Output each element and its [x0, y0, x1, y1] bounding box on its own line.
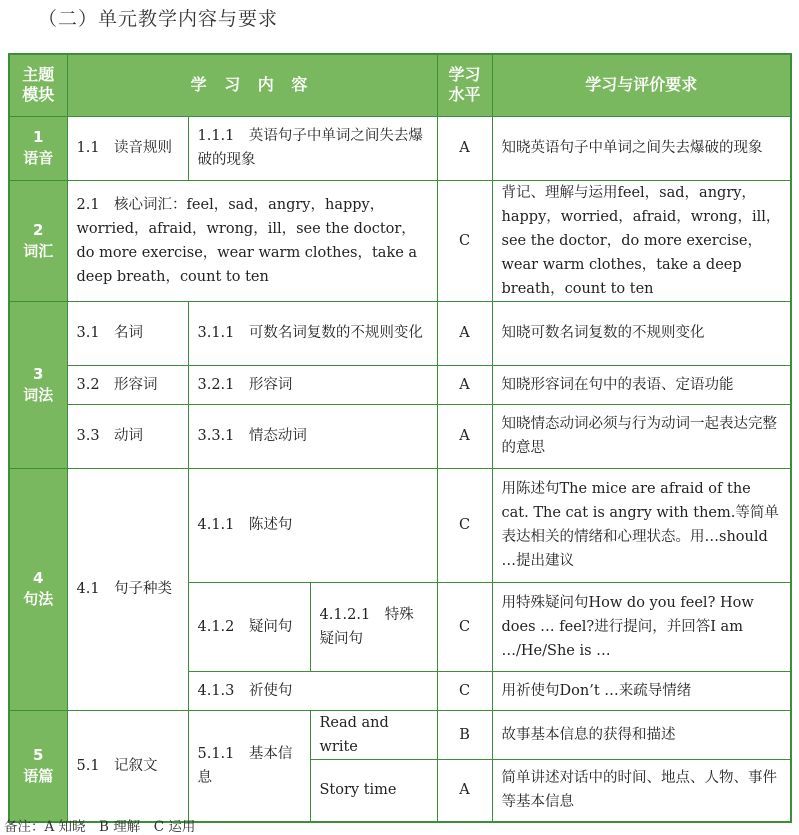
requirement-cell: 背记、理解与运用feel，sad，angry，happy，worried，afraid，wrong，ill，see the doctor，do more exercise，wear warm clothes，take a deep breath，count to ten — [492, 180, 791, 301]
table-row — [9, 180, 791, 301]
content-cell: Read and write — [310, 710, 437, 759]
content-cell: 2.1 核心词汇：feel，sad，angry，happy，worried，afraid，wrong，ill，see the doctor，do more exercise，wear warm clothes，take a deep breath，count to ten — [67, 180, 437, 301]
module-vocabulary: 2 词汇 — [9, 180, 67, 301]
level-cell: A — [437, 404, 492, 468]
table-row — [9, 468, 791, 582]
table-row — [9, 710, 791, 759]
requirement-cell: 知晓形容词在句中的表语、定语功能 — [492, 365, 791, 404]
level-cell: C — [437, 468, 492, 582]
table-row — [9, 404, 791, 468]
content-cell: 4.1.3 祈使句 — [188, 671, 437, 710]
content-cell: 1.1 读音规则 — [67, 116, 188, 180]
requirement-cell: 用祈使句Don’t …来疏导情绪 — [492, 671, 791, 710]
header-requirement: 学习与评价要求 — [492, 54, 791, 116]
header-module: 主题 模块 — [9, 54, 67, 116]
level-cell: C — [437, 582, 492, 671]
requirement-cell: 简单讲述对话中的时间、地点、人物、事件等基本信息 — [492, 759, 791, 822]
content-cell: 1.1.1 英语句子中单词之间失去爆破的现象 — [188, 116, 437, 180]
content-cell: 4.1 句子种类 — [67, 468, 188, 710]
content-cell: 5.1 记叙文 — [67, 710, 188, 822]
content-cell: 3.1.1 可数名词复数的不规则变化 — [188, 301, 437, 365]
level-cell: A — [437, 365, 492, 404]
requirement-cell: 知晓情态动词必须与行为动词一起表达完整的意思 — [492, 404, 791, 468]
requirement-cell: 知晓可数名词复数的不规则变化 — [492, 301, 791, 365]
table-row — [9, 301, 791, 365]
level-cell: C — [437, 671, 492, 710]
requirement-cell: 用特殊疑问句How do you feel? How does … feel?进行提问，并回答I am …/He/She is … — [492, 582, 791, 671]
content-cell: 3.2 形容词 — [67, 365, 188, 404]
requirement-cell: 知晓英语句子中单词之间失去爆破的现象 — [492, 116, 791, 180]
level-cell: B — [437, 710, 492, 759]
content-cell: 3.3.1 情态动词 — [188, 404, 437, 468]
level-cell: A — [437, 116, 492, 180]
module-syntax: 4 句法 — [9, 468, 67, 710]
content-cell: 4.1.1 陈述句 — [188, 468, 437, 582]
requirement-cell: 故事基本信息的获得和描述 — [492, 710, 791, 759]
content-cell: 5.1.1 基本信息 — [188, 710, 310, 822]
level-cell: C — [437, 180, 492, 301]
syllabus-table — [8, 53, 792, 823]
header-content: 学 习 内 容 — [67, 54, 437, 116]
footnote: 备注：A 知晓 B 理解 C 运用 — [4, 819, 196, 835]
level-cell: A — [437, 301, 492, 365]
requirement-cell: 用陈述句The mice are afraid of the cat. The cat is angry with them.等简单表达相关的情绪和心理状态。用…should …提出建议 — [492, 468, 791, 582]
header-level: 学习 水平 — [437, 54, 492, 116]
content-cell: 3.2.1 形容词 — [188, 365, 437, 404]
section-title: （二）单元教学内容与要求 — [38, 8, 279, 30]
module-phonetics: 1 语音 — [9, 116, 67, 180]
module-morphology: 3 词法 — [9, 301, 67, 468]
module-discourse: 5 语篇 — [9, 710, 67, 822]
content-cell: Story time — [310, 759, 437, 822]
level-cell: A — [437, 759, 492, 822]
table-row — [9, 365, 791, 404]
content-cell: 4.1.2.1 特殊疑问句 — [310, 582, 437, 671]
content-cell: 3.1 名词 — [67, 301, 188, 365]
table-row — [9, 116, 791, 180]
content-cell: 3.3 动词 — [67, 404, 188, 468]
content-cell: 4.1.2 疑问句 — [188, 582, 310, 671]
header-row — [9, 54, 791, 116]
